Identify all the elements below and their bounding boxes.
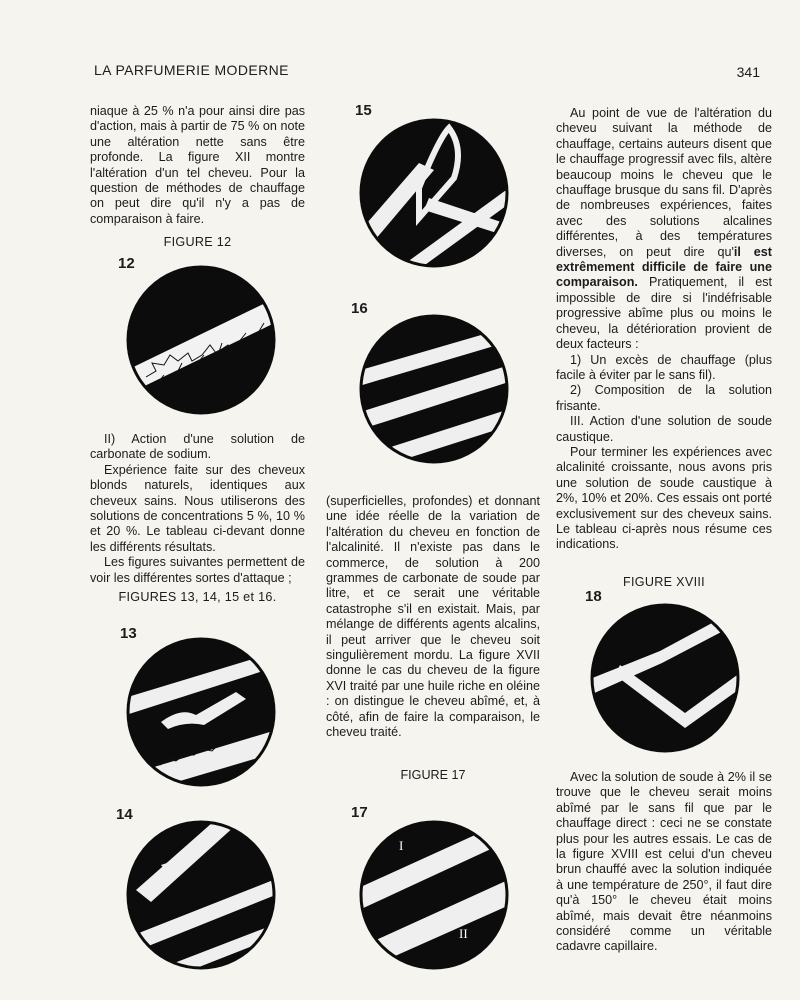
paragraph: Expérience faite sur des cheveux blonds naturels, identiques aux cheveux sains. Nous utiliserons des solutions de concentrations 5 %, 10 % et 20 %. Le tableau ci-devant donne les différents résultats.	[90, 462, 305, 554]
micrograph-image	[359, 820, 509, 970]
column-left	[90, 104, 305, 251]
running-head: LA PARFUMERIE MODERNE	[94, 62, 289, 78]
micrograph-image	[126, 820, 276, 970]
paragraph	[556, 106, 772, 353]
micrograph-image	[590, 603, 740, 753]
micrograph-image	[359, 314, 509, 464]
micrograph-image	[126, 265, 276, 415]
figure-caption-17: FIGURE 17	[400, 768, 466, 782]
figure-caption: FIGURES 13, 14, 15 et 16.	[118, 590, 277, 605]
paragraph: III. Action d'une solution de soude caustique.	[556, 414, 772, 444]
micrograph-17	[345, 800, 520, 975]
micrograph-14	[112, 806, 282, 976]
list-item: 2) Composition de la solution frisante.	[556, 383, 772, 413]
paragraph: niaque à 25 % n'a pour ainsi dire pas d'action, mais à partir de 75 % on note une altération nette sans être profonde. La figure XII montre l'altération d'un tel cheveu. Pour la question de méthodes de chauffage on peut dire qu'il n'y a pas de comparaison à faire.	[90, 104, 305, 226]
micrograph-image	[126, 637, 276, 787]
micrograph-image	[359, 118, 509, 268]
paragraph: II) Action d'une solution de carbonate de sodium.	[90, 432, 305, 462]
micrograph-13	[112, 625, 282, 790]
micrograph-12	[112, 255, 282, 415]
figure-caption: FIGURE XVIII	[623, 574, 705, 589]
page-number: 341	[736, 64, 760, 80]
paragraph: (superficielles, profondes) et donnant une idée réelle de la variation de l'altération du cheveu en fonction de l'alcalinité. Il n'existe pas dans le commerce, de solution à 200 grammes de carbonate de soude par litre, et ce serait une véritable catastrophe s'il en existait. Mais, par mélange de différents agents alcalins, il peut arriver que le cheveu soit singulièrement mordu. La figure XVII donne le cas du cheveu de la figure XVI traité par une huile riche en oléine : on distingue le cheveu abîmé, et, à côté, afin de faire la comparaison, le cheveu traité.	[326, 494, 540, 740]
figure-mark: II	[459, 926, 468, 941]
paragraph: Les figures suivantes permettent de voir les différentes sortes d'attaque ;	[90, 555, 305, 585]
micrograph-16	[345, 300, 520, 475]
paragraph: Avec la solution de soude à 2% il se trouve que le cheveu serait moins abîmé par le sans fil que par le chauffage direct : ceci ne se constate plus pour les autres essais. Le cas de la figure XVIII est celui d'un cheveu brun chauffé avec la solution indiquée à une température de 250°, il faut dire qu'à 150° le cheveu était moins abîmé, mais devait être néanmoins considéré comme un véritable cadavre capillaire.	[556, 770, 772, 954]
figure-number: 15	[355, 102, 372, 119]
micrograph-18	[575, 588, 755, 758]
figure-number: 13	[120, 625, 137, 642]
figure-caption: FIGURE 12	[163, 235, 232, 250]
column-right-lower	[556, 770, 772, 955]
figure-mark: I	[399, 838, 404, 853]
figure-number: 18	[585, 588, 602, 605]
figure-number: 16	[351, 300, 368, 317]
micrograph-15	[345, 100, 520, 275]
list-item: 1) Un excès de chauffage (plus facile à éviter par le sans fil).	[556, 352, 772, 382]
paragraph-text: Au point de vue de l'altération du cheveu suivant la méthode de chauffage, certains auteurs disent que le chauffage progressif avec fils, altère beaucoup moins le cheveu que le chauffage brusque du sans fil. D'après de nombreuses expériences, faites avec des solutions alcalines différentes, à des températures diverses, on peut dire qu'	[556, 106, 772, 259]
figure-number: 17	[351, 804, 368, 821]
bold-statement: il est extrêmement difficile de faire une comparaison.	[556, 244, 772, 290]
paragraph-text: Pratiquement, il est impossible de dire si l'indéfrisable progressive abîme plus ou moins le cheveu, la détérioration provient de deux facteurs :	[556, 275, 772, 352]
paragraph: Pour terminer les expériences avec alcalinité croissante, nous avons pris une solution de soude caustique à 2%, 10% et 20%. Ces essais ont porté exclusivement sur des cheveux sains. Le tableau ci-après nous résume ces indications.	[556, 444, 772, 552]
figure-number: 14	[116, 806, 133, 823]
column-right	[556, 106, 772, 590]
column-left-lower	[90, 432, 305, 605]
column-middle	[326, 494, 540, 741]
figure-number: 12	[118, 255, 135, 272]
